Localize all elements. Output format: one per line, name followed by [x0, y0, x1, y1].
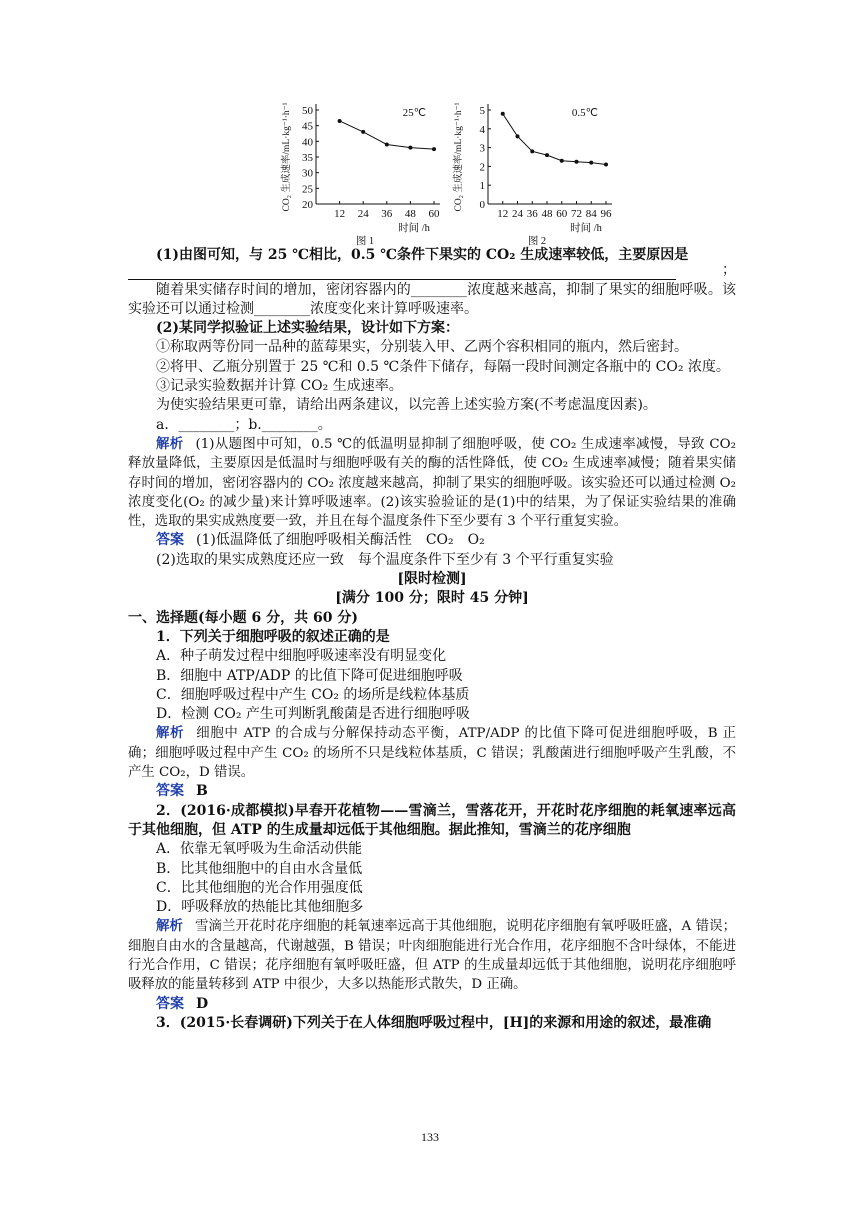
x-tick-label: 60: [556, 208, 568, 220]
option: A．种子萌发过程中细胞呼吸速率没有明显变化: [156, 648, 447, 665]
data-point: [604, 163, 608, 167]
x-tick-label: 72: [571, 208, 582, 220]
y-tick-label: 40: [302, 136, 313, 149]
data-point: [408, 146, 412, 150]
y-tick-label: 25: [302, 183, 313, 196]
y-tick-label: 0: [479, 199, 485, 211]
data-point: [560, 159, 564, 163]
answer-label: 答案: [156, 783, 184, 800]
analysis-label: 解析: [156, 918, 184, 935]
y-tick-label: 20: [302, 199, 313, 211]
x-tick-label: 60: [428, 208, 440, 220]
analysis-3: 解析 雪滴兰开花时花序细胞的耗氧速率远高于其他细胞，说明花序细胞有氧呼吸旺盛，A 错误；细胞自由水的含量越高，代谢越强，B 错误；叶肉细胞能进行光合作用，花序细胞不含叶绿体，不能进行光合作用，C 错误；花序细胞有氧呼吸旺盛，但 ATP 的生成量却远低于其他细胞，说明花序细胞呼吸释放的能量转移到 ATP 中很少，大多以热能形式散失，D 正确。: [128, 918, 736, 993]
data-point: [575, 160, 579, 164]
section-subtitle: [满分 100 分；限时 45 分钟]: [335, 590, 529, 607]
chart-25c: [276, 96, 446, 246]
data-point: [589, 161, 593, 165]
question-stem: 2．(2016·成都模拟)早春开花植物——雪滴兰，雪落花开，开花时花序细胞的耗氧速率远高于其他细胞，但 ATP 的生成量却远低于其他细胞。据此推知，雪滴兰的花序细胞: [128, 802, 736, 838]
document-body: [128, 246, 736, 1033]
option: C．比其他细胞的光合作用强度低: [156, 879, 363, 896]
y-tick-label: 3: [479, 142, 485, 155]
y-axis-label: CO₂ 生成速率/mL·kg⁻¹·h⁻¹: [454, 102, 464, 212]
chart-0.5c: [448, 96, 618, 246]
data-point: [385, 142, 389, 146]
x-tick-label: 12: [497, 208, 509, 220]
y-tick-label: 50: [302, 105, 313, 117]
x-tick-label: 24: [357, 208, 369, 220]
data-point: [432, 147, 436, 151]
question-stem: 1．下列关于细胞呼吸的叙述正确的是: [156, 628, 390, 645]
answer-1a: 答案 (1)低温降低了细胞呼吸相关酶活性 CO₂ O₂: [156, 532, 485, 549]
option: B．比其他细胞中的自由水含量低: [156, 860, 363, 877]
y-tick-label: 1: [479, 180, 485, 193]
y-tick-label: 2: [479, 161, 485, 174]
option: C．细胞呼吸过程中产生 CO₂ 的场所是线粒体基质: [156, 686, 470, 703]
analysis-1: 解析 (1)从题图中可知，0.5 ℃的低温明显抑制了细胞呼吸，使 CO₂ 生成速率减慢，导致 CO₂ 释放量降低，主要原因是低温时与细胞呼吸有关的酶的活性降低，使 CO₂ 生成速率减慢；随着果实储存时间的增加，密闭容器内的 CO₂ 浓度越来越高，抑制了果实的细胞呼吸。该实验还可以通过检测 O₂ 浓度变化(O₂ 的减少量)来计算呼吸速率。(2)该实验验证的是(1)中的结果，为了保证实验结果的准确性，选取的果实成熟度要一致，并且在每个温度条件下至少要有 3 个平行重复实验。: [128, 435, 737, 530]
answer-label: 答案: [156, 532, 184, 549]
answer-2: 答案 B: [156, 783, 208, 800]
data-point: [516, 134, 520, 138]
option: D．检测 CO₂ 产生可判断乳酸菌是否进行细胞呼吸: [156, 706, 470, 723]
data-point: [361, 130, 365, 134]
y-tick-label: 35: [302, 152, 313, 164]
analysis-label: 解析: [156, 435, 184, 452]
answer-label: 答案: [156, 995, 184, 1012]
data-point: [501, 112, 505, 116]
option: A．依靠无氧呼吸为生命活动供能: [156, 841, 363, 858]
chart-title: 25℃: [402, 107, 426, 119]
x-tick-label: 36: [381, 208, 393, 220]
q2-line: ①称取两等份同一品种的蓝莓果实，分别装入甲、乙两个容积相同的瓶内，然后密封。: [156, 339, 688, 356]
x-tick-label: 36: [526, 208, 538, 220]
y-axis-label: CO₂ 生成速率/mL·kg⁻¹·h⁻¹: [282, 102, 292, 212]
x-tick-label: 12: [334, 208, 346, 220]
part-heading: 一、选择题(每小题 6 分，共 60 分): [128, 609, 358, 626]
chart-title: 0.5℃: [571, 107, 598, 119]
x-axis-label: 时间 /h: [570, 223, 602, 234]
y-tick-label: 30: [302, 167, 313, 180]
q1-text-b: 随着果实储存时间的增加，密闭容器内的________浓度越来越高，抑制了果实的细胞呼吸。该实验还可以通过检测________浓度变化来计算呼吸速率。: [128, 281, 736, 317]
question-stem: 3．(2015·长春调研)下列关于在人体细胞呼吸过程中，[H]的来源和用途的叙述，最准确: [156, 1014, 712, 1031]
x-tick-label: 24: [512, 208, 523, 220]
page-number: 133: [421, 1130, 439, 1144]
x-tick-label: 84: [585, 208, 597, 220]
section-title: [限时检测]: [397, 571, 467, 588]
data-point: [530, 149, 534, 153]
figure-caption: 图 1: [355, 236, 375, 246]
y-tick-label: 4: [479, 123, 485, 136]
option: D．呼吸释放的热能比其他细胞多: [156, 899, 364, 916]
analysis-label: 解析: [156, 725, 185, 742]
series-line: [503, 114, 606, 165]
x-tick-label: 48: [404, 208, 416, 220]
data-point: [545, 153, 549, 157]
figure-charts: [276, 96, 616, 246]
y-tick-label: 45: [302, 120, 313, 133]
q1-text: (1)由图可知，与 25 ℃相比，0.5 ℃条件下果实的 CO₂ 生成速率较低，主要原因是: [156, 247, 689, 263]
answer-1b: (2)选取的果实成熟度还应一致 每个温度条件下至少有 3 个平行重复实验: [156, 551, 614, 568]
q2-line: 为使实验结果更可靠，请给出两条建议，以完善上述实验方案(不考虑温度因素)。: [156, 397, 657, 414]
answer-3: 答案 D: [156, 995, 209, 1012]
q2-line: a．________；b.________。: [156, 416, 332, 433]
q2-line: ③记录实验数据并计算 CO₂ 生成速率。: [156, 378, 403, 395]
q2-line: ②将甲、乙瓶分别置于 25 ℃和 0.5 ℃条件下储存，每隔一段时间测定各瓶中的 CO₂ 浓度。: [156, 358, 730, 375]
data-point: [338, 119, 342, 123]
option: B．细胞中 ATP/ADP 的比值下降可促进细胞呼吸: [156, 667, 463, 684]
x-tick-label: 96: [600, 208, 612, 220]
q2-line: (2)某同学拟验证上述实验结果，设计如下方案：: [156, 320, 459, 337]
y-tick-label: 5: [479, 105, 485, 117]
figure-caption: 图 2: [527, 236, 547, 246]
analysis-2: 解析 细胞中 ATP 的合成与分解保持动态平衡，ATP/ADP 的比值下降可促进细胞呼吸，B 正确；细胞呼吸过程中产生 CO₂ 的场所不只是线粒体基质，C 错误；乳酸菌进行细胞呼吸产生乳酸，不产生 CO₂，D 错误。: [128, 725, 736, 781]
x-tick-label: 48: [541, 208, 553, 220]
x-axis-label: 时间 /h: [398, 223, 430, 234]
q1-line-end: ；: [722, 262, 736, 279]
